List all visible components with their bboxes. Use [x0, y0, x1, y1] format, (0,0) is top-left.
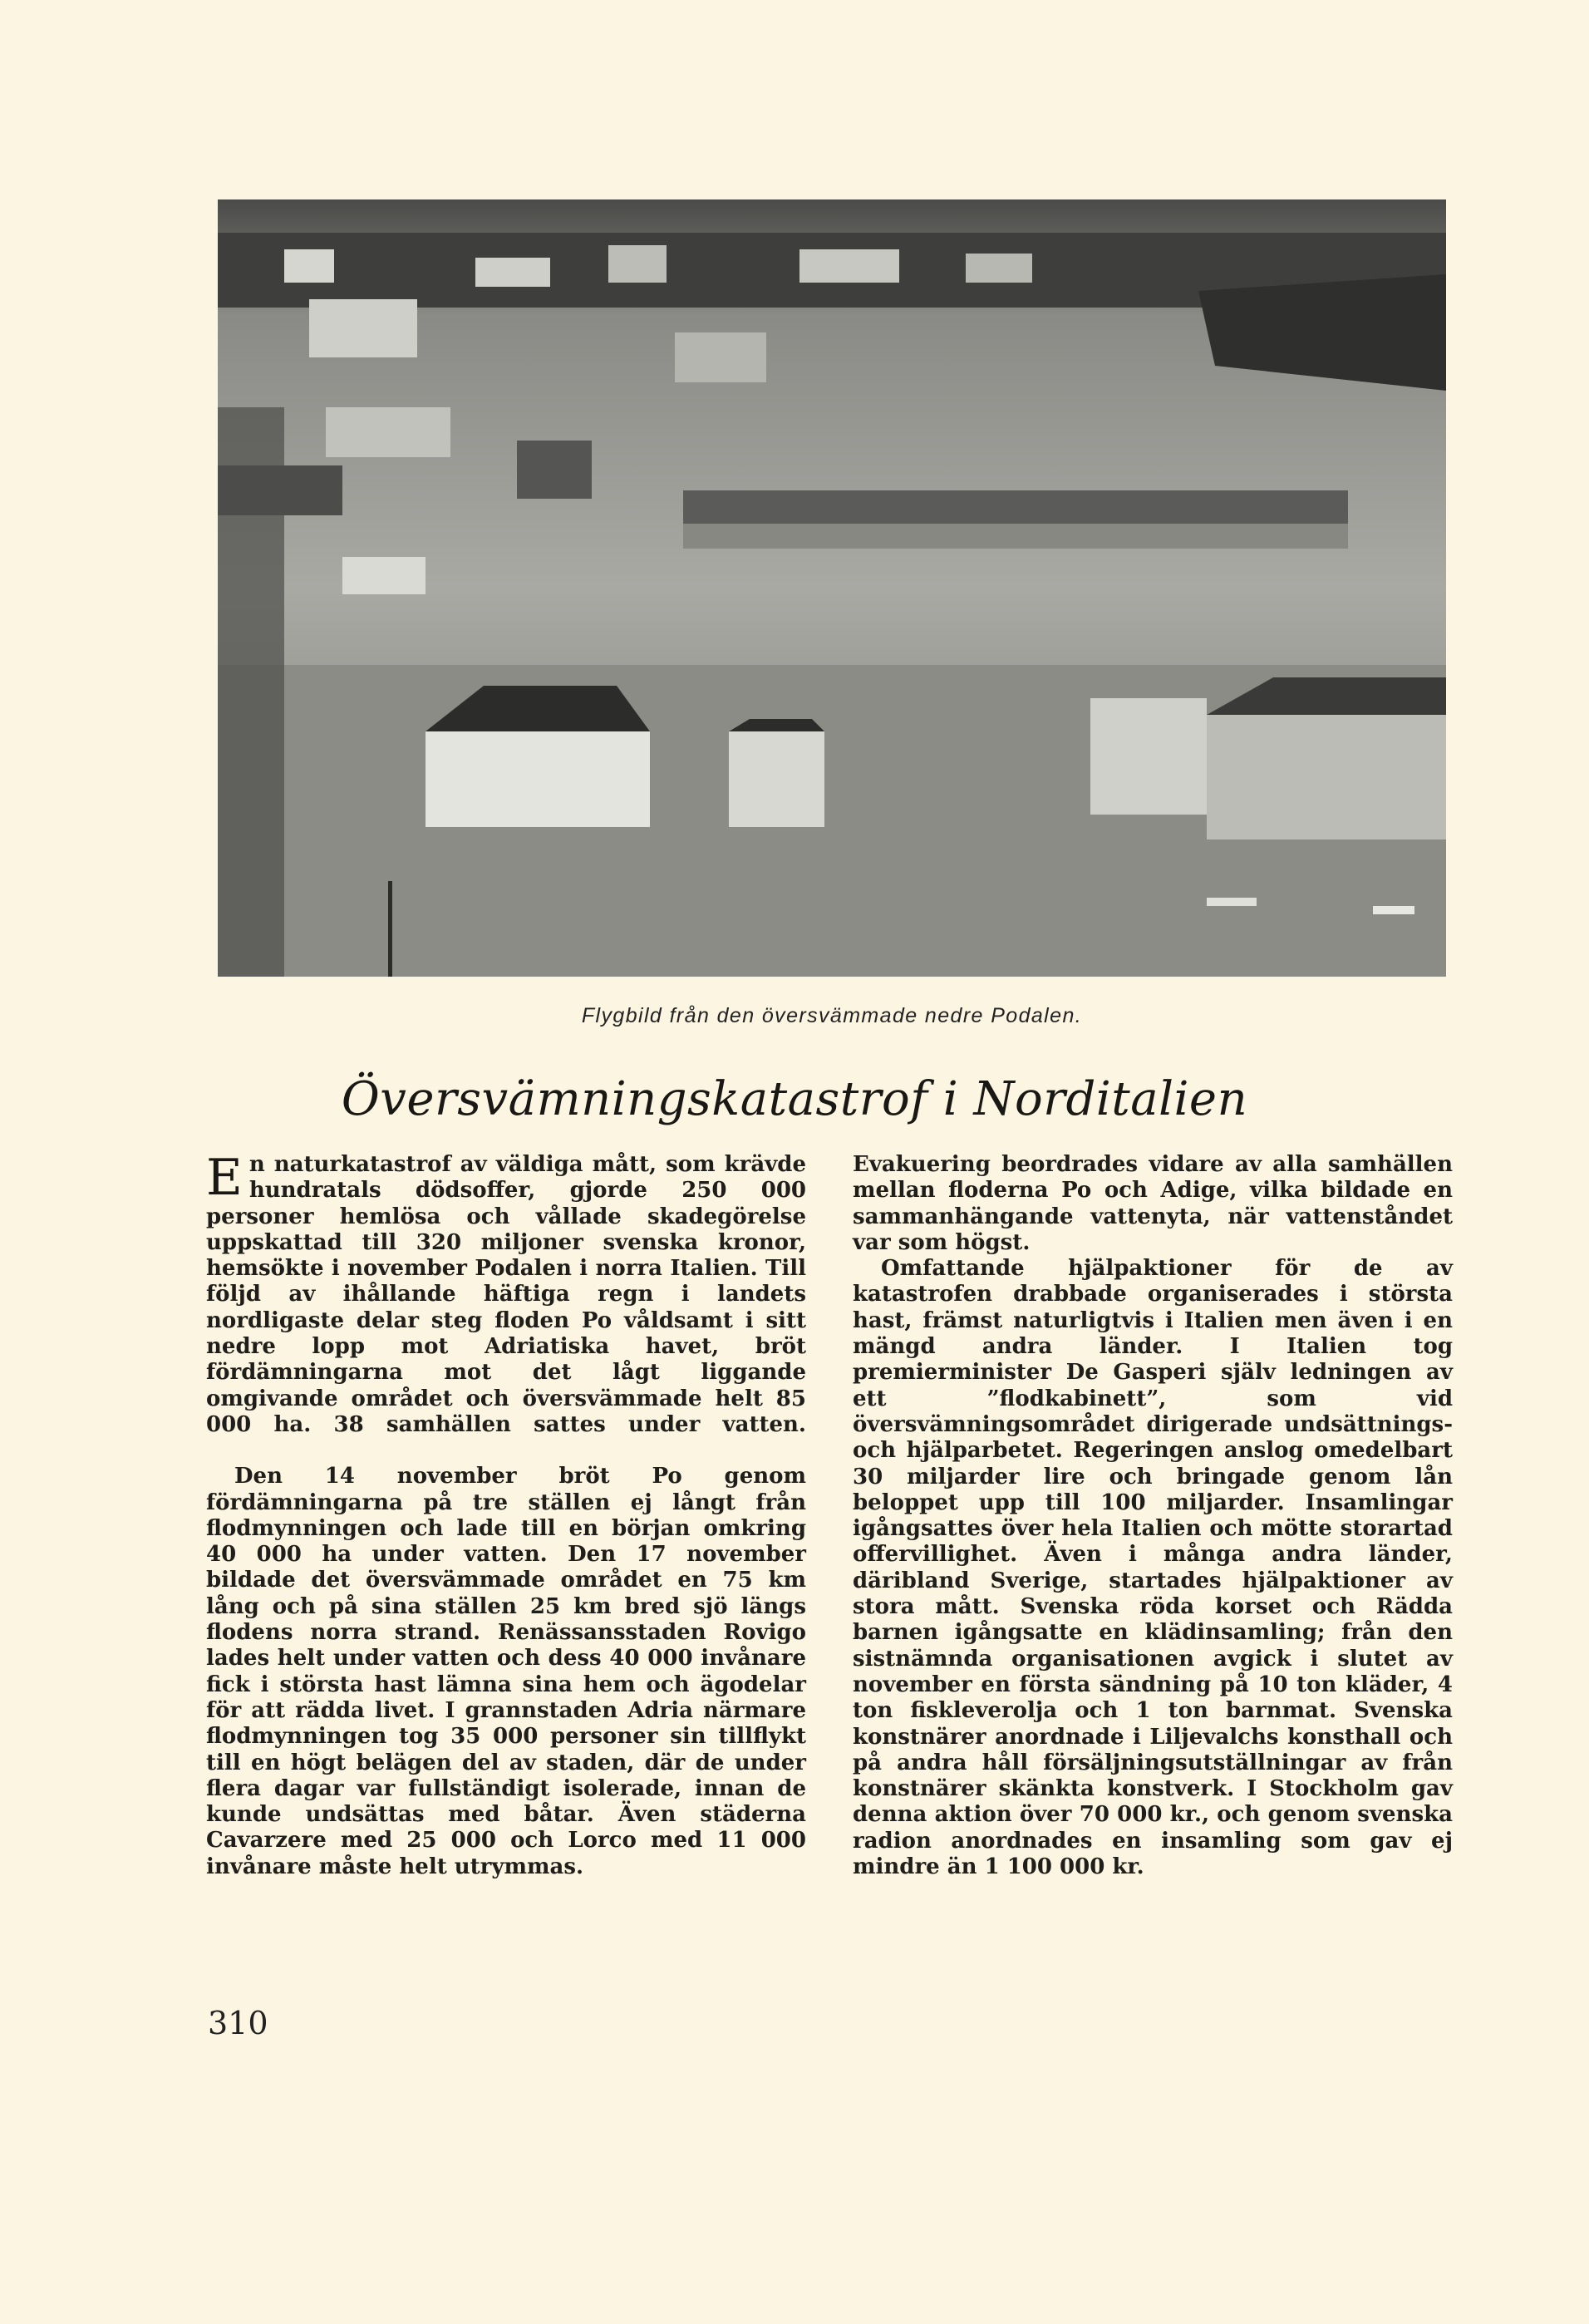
- flood-aerial-photo-icon: [218, 199, 1446, 977]
- article-column-right: [853, 1152, 1453, 1880]
- page-number: 310: [208, 2005, 268, 2041]
- paragraph-text: n naturkatastrof av väldiga mått, som krävde hundratals dödsoffer, gjorde 250 000 personer hemlösa och vållade skadegörelse uppskattad till 320 miljoner svenska kronor, hemsökte i november Podalen i norra Italien. Till följd av ihållande häftiga regn i landets nordligaste delar steg floden Po våldsamt i sitt nedre lopp mot Adriatiska havet, bröt fördämningarna mot det lågt liggande omgivande området och översvämmade helt 85 000 ha. 38 samhällen sattes under vatten.: [206, 1152, 806, 1437]
- drop-cap: E: [206, 1149, 243, 1207]
- article-paragraph: Den 14 november bröt Po genom fördämningarna på tre ställen ej långt från flodmynningen och lade till en början omkring 40 000 ha under vatten. Den 17 november bildade det översvämmade området en 75 km lång och på sina ställen 25 km bred sjö längs flodens norra strand. Renässansstaden Rovigo lades helt under vatten och dess 40 000 invånare fick i största hast lämna sina hem och ägodelar för att rädda livet. I grannstaden Adria närmare flodmynningen tog 35 000 personer sin tillflykt till en högt belägen del av staden, där de under flera dagar var fullständigt isolerade, innan de kunde undsättas med båtar. Även städerna Cavarzere med 25 000 och Lorco med 11 000 invånare måste helt utrymmas.: [206, 1464, 806, 1879]
- article-paragraph: Evakuering beordrades vidare av alla samhällen mellan floderna Po och Adige, vilka bildade en sammanhängande vattenyta, när vattenståndet var som högst.: [853, 1152, 1453, 1255]
- flood-aerial-photo: [218, 199, 1446, 977]
- article-paragraph: [206, 1149, 806, 1438]
- article-paragraph: Omfattande hjälpaktioner för de av katastrofen drabbade organiserades i största hast, främst naturligtvis i Italien men även i en mängd andra länder. I Italien tog premierminister De Gasperi själv ledningen av ett ”flodkabinett”, som vid översvämningsområdet dirigerade undsättnings- och hjälparbetet. Regeringen anslog omedelbart 30 miljarder lire och bringade genom lån beloppet upp till 100 miljarder. Insamlingar igångsattes över hela Italien och mötte storartad offervillighet. Även i många andra länder, däribland Sverige, startades hjälpaktioner av stora mått. Svenska röda korset och Rädda barnen igångsatte en klädinsamling; från den sistnämnda organisationen avgick i slutet av november en första sändning på 10 ton kläder, 4 ton fiskleverolja och 1 ton barnmat. Svenska konstnärer anordnade i Liljevalchs konsthall och på andra håll försäljningsutställningar av från konstnärer skänkta konstverk. I Stockholm gav denna aktion över 70 000 kr., och genom svenska radion anordnades en insamling som gav ej mindre än 1 100 000 kr.: [853, 1256, 1453, 1880]
- article-column-left: [206, 1149, 806, 1880]
- photo-caption: Flygbild från den översvämmade nedre Podalen.: [581, 1004, 1083, 1027]
- article-title: Översvämningskatastrof i Norditalien: [341, 1072, 1248, 1126]
